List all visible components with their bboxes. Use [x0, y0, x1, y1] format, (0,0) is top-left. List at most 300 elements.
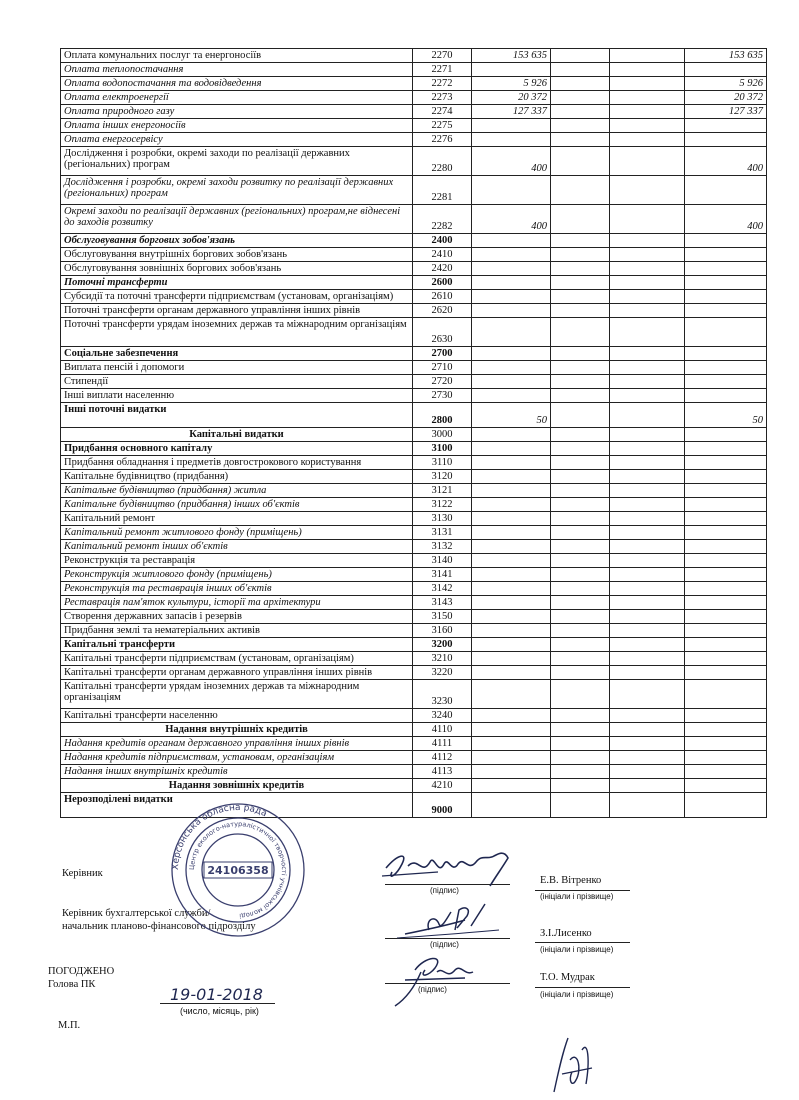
row-value-special-fund-b: [610, 568, 685, 582]
row-name-cell: Капітальний ремонт житлового фонду (приміщень): [61, 526, 413, 540]
row-value-general-fund: [472, 484, 551, 498]
row-value-special-fund-b: [610, 276, 685, 290]
row-value-general-fund: [472, 442, 551, 456]
row-value-special-fund-a: [551, 596, 610, 610]
table-row: [61, 119, 767, 133]
row-value-special-fund-a: [551, 568, 610, 582]
row-code-cell: 3141: [413, 568, 472, 582]
row-value-general-fund: [472, 304, 551, 318]
head-name: Е.В. Вітренко: [540, 875, 602, 886]
row-value-special-fund-b: [610, 304, 685, 318]
row-value-total: [685, 793, 767, 818]
row-value-general-fund: [472, 568, 551, 582]
mp-label: М.П.: [58, 1020, 81, 1031]
chair-name-line: [535, 987, 630, 988]
row-value-total: [685, 176, 767, 205]
corner-signature-icon: [548, 1030, 608, 1096]
row-value-total: [685, 262, 767, 276]
row-value-general-fund: [472, 709, 551, 723]
row-value-total: 20 372: [685, 91, 767, 105]
row-value-general-fund: [472, 133, 551, 147]
row-name-cell: Виплата пенсій і допомоги: [61, 361, 413, 375]
row-value-special-fund-b: [610, 318, 685, 347]
row-value-special-fund-a: [551, 262, 610, 276]
row-value-general-fund: [472, 512, 551, 526]
row-value-general-fund: [472, 723, 551, 737]
row-value-special-fund-b: [610, 540, 685, 554]
row-value-general-fund: [472, 470, 551, 484]
row-code-cell: 4113: [413, 765, 472, 779]
row-value-special-fund-b: [610, 793, 685, 818]
row-value-total: 5 926: [685, 77, 767, 91]
row-code-cell: 3220: [413, 666, 472, 680]
row-name-cell: Капітальні трансферти населенню: [61, 709, 413, 723]
chair-name: Т.О. Мудрак: [540, 972, 595, 983]
row-value-general-fund: [472, 680, 551, 709]
table-row: [61, 709, 767, 723]
row-value-total: 127 337: [685, 105, 767, 119]
row-code-cell: 2420: [413, 262, 472, 276]
table-row: [61, 610, 767, 624]
row-value-special-fund-b: [610, 428, 685, 442]
row-value-general-fund: [472, 652, 551, 666]
row-code-cell: 2700: [413, 347, 472, 361]
row-value-special-fund-b: [610, 709, 685, 723]
row-value-special-fund-a: [551, 540, 610, 554]
row-value-total: [685, 498, 767, 512]
row-value-special-fund-b: [610, 119, 685, 133]
row-value-general-fund: [472, 526, 551, 540]
table-row: [61, 554, 767, 568]
row-value-general-fund: [472, 276, 551, 290]
row-value-special-fund-b: [610, 205, 685, 234]
row-value-total: [685, 652, 767, 666]
row-value-special-fund-a: [551, 498, 610, 512]
row-name-cell: Капітальне будівництво (придбання) житла: [61, 484, 413, 498]
table-row: [61, 91, 767, 105]
row-value-total: 400: [685, 205, 767, 234]
row-value-total: [685, 347, 767, 361]
row-value-general-fund: 400: [472, 205, 551, 234]
row-value-special-fund-b: [610, 77, 685, 91]
row-code-cell: 2276: [413, 133, 472, 147]
row-value-special-fund-b: [610, 442, 685, 456]
row-value-total: [685, 442, 767, 456]
row-code-cell: 3120: [413, 470, 472, 484]
table-row: [61, 751, 767, 765]
row-code-cell: 3230: [413, 680, 472, 709]
row-value-total: [685, 666, 767, 680]
row-code-cell: 3121: [413, 484, 472, 498]
row-name-cell: Нерозподілені видатки: [61, 793, 413, 818]
row-code-cell: 3122: [413, 498, 472, 512]
row-value-special-fund-b: [610, 147, 685, 176]
table-row: [61, 147, 767, 176]
row-value-general-fund: [472, 554, 551, 568]
row-value-special-fund-a: [551, 304, 610, 318]
stamp-code: 24106358: [207, 864, 269, 877]
row-name-cell: Капітальні видатки: [61, 428, 413, 442]
row-value-general-fund: 50: [472, 403, 551, 428]
table-row: [61, 205, 767, 234]
row-code-cell: 4112: [413, 751, 472, 765]
row-value-special-fund-a: [551, 554, 610, 568]
row-value-general-fund: [472, 624, 551, 638]
table-row: [61, 624, 767, 638]
table-row: [61, 765, 767, 779]
row-value-special-fund-a: [551, 147, 610, 176]
row-value-total: [685, 540, 767, 554]
row-code-cell: 3143: [413, 596, 472, 610]
row-name-cell: Інші поточні видатки: [61, 403, 413, 428]
row-value-special-fund-b: [610, 582, 685, 596]
row-value-special-fund-b: [610, 456, 685, 470]
row-name-cell: Надання кредитів підприємствам, установам, організаціям: [61, 751, 413, 765]
row-value-general-fund: 127 337: [472, 105, 551, 119]
row-name-cell: Капітальний ремонт: [61, 512, 413, 526]
row-value-general-fund: [472, 318, 551, 347]
row-code-cell: 3100: [413, 442, 472, 456]
row-value-special-fund-a: [551, 680, 610, 709]
row-code-cell: 2620: [413, 304, 472, 318]
row-value-special-fund-b: [610, 652, 685, 666]
accountant-name-caption: (ініціали і прізвище): [540, 945, 614, 954]
table-row: [61, 484, 767, 498]
date-caption: (число, місяць, рік): [180, 1006, 259, 1016]
table-row: [61, 347, 767, 361]
row-value-general-fund: 400: [472, 147, 551, 176]
row-value-total: [685, 428, 767, 442]
row-code-cell: 3000: [413, 428, 472, 442]
row-value-special-fund-a: [551, 666, 610, 680]
row-code-cell: 3240: [413, 709, 472, 723]
row-code-cell: 2272: [413, 77, 472, 91]
row-value-total: [685, 276, 767, 290]
row-value-general-fund: [472, 737, 551, 751]
table-body: [61, 49, 767, 818]
row-name-cell: Обслуговування боргових зобов'язань: [61, 234, 413, 248]
row-name-cell: Дослідження і розробки, окремі заходи по реалізації державних (регіональних) програм: [61, 147, 413, 176]
row-value-total: [685, 582, 767, 596]
row-value-special-fund-a: [551, 638, 610, 652]
row-code-cell: 4210: [413, 779, 472, 793]
row-value-special-fund-b: [610, 389, 685, 403]
table-row: [61, 498, 767, 512]
row-value-special-fund-a: [551, 456, 610, 470]
table-row: [61, 375, 767, 389]
row-name-cell: Оплата комунальних послуг та енергоносіїв: [61, 49, 413, 63]
accountant-name: З.І.Лисенко: [540, 928, 592, 939]
row-code-cell: 3210: [413, 652, 472, 666]
row-value-general-fund: [472, 666, 551, 680]
row-value-special-fund-b: [610, 347, 685, 361]
accountant-signature-icon: [395, 900, 505, 942]
row-name-cell: Реставрація пам'яток культури, історії та архітектури: [61, 596, 413, 610]
row-code-cell: 2600: [413, 276, 472, 290]
row-code-cell: 2275: [413, 119, 472, 133]
row-value-general-fund: [472, 638, 551, 652]
row-value-special-fund-b: [610, 470, 685, 484]
row-value-special-fund-b: [610, 666, 685, 680]
row-value-total: [685, 554, 767, 568]
row-value-special-fund-a: [551, 77, 610, 91]
row-value-total: [685, 234, 767, 248]
row-value-special-fund-a: [551, 205, 610, 234]
row-name-cell: Поточні трансферти урядам іноземних держав та міжнародним організаціям: [61, 318, 413, 347]
row-value-special-fund-a: [551, 737, 610, 751]
row-name-cell: Реконструкція та реставрація інших об'єктів: [61, 582, 413, 596]
row-value-general-fund: [472, 262, 551, 276]
table-row: [61, 666, 767, 680]
table-row: [61, 63, 767, 77]
row-name-cell: Реконструкція житлового фонду (приміщень): [61, 568, 413, 582]
table-row: [61, 652, 767, 666]
row-code-cell: 9000: [413, 793, 472, 818]
row-name-cell: Капітальні трансферти урядам іноземних держав та міжнародним організаціям: [61, 680, 413, 709]
table-row: [61, 596, 767, 610]
row-name-cell: Придбання основного капіталу: [61, 442, 413, 456]
row-value-special-fund-b: [610, 105, 685, 119]
row-value-general-fund: [472, 596, 551, 610]
table-row: [61, 49, 767, 63]
accountant-name-line: [535, 942, 630, 943]
row-value-special-fund-a: [551, 375, 610, 389]
agreed-label: ПОГОДЖЕНО: [48, 966, 115, 977]
row-value-special-fund-a: [551, 403, 610, 428]
row-value-special-fund-a: [551, 624, 610, 638]
row-name-cell: Капітальний ремонт інших об'єктів: [61, 540, 413, 554]
row-value-special-fund-a: [551, 389, 610, 403]
row-code-cell: 4110: [413, 723, 472, 737]
row-code-cell: 3110: [413, 456, 472, 470]
row-value-special-fund-a: [551, 470, 610, 484]
row-value-general-fund: [472, 375, 551, 389]
row-value-special-fund-b: [610, 262, 685, 276]
accountant-label-1: Керівник бухгалтерської служби/: [62, 908, 211, 919]
head-name-caption: (ініціали і прізвище): [540, 892, 614, 901]
row-value-special-fund-a: [551, 723, 610, 737]
row-name-cell: Оплата теплопостачання: [61, 63, 413, 77]
row-name-cell: Стипендії: [61, 375, 413, 389]
row-value-total: [685, 680, 767, 709]
chair-signature-caption: (підпис): [418, 985, 447, 994]
row-value-special-fund-b: [610, 723, 685, 737]
accountant-signature-caption: (підпис): [430, 940, 459, 949]
row-value-special-fund-a: [551, 610, 610, 624]
row-value-total: [685, 779, 767, 793]
row-value-special-fund-b: [610, 779, 685, 793]
row-value-general-fund: [472, 361, 551, 375]
row-value-general-fund: [472, 765, 551, 779]
table-row: [61, 456, 767, 470]
chair-label: Голова ПК: [48, 979, 96, 990]
row-code-cell: 2281: [413, 176, 472, 205]
row-value-special-fund-a: [551, 779, 610, 793]
row-value-special-fund-b: [610, 737, 685, 751]
row-name-cell: Обслуговування зовнішніх боргових зобов'язань: [61, 262, 413, 276]
table-row: [61, 470, 767, 484]
row-name-cell: Придбання обладнання і предметів довгострокового користування: [61, 456, 413, 470]
table-row: [61, 779, 767, 793]
date-value: 19-01-2018: [170, 985, 263, 1004]
row-name-cell: Капітальні трансферти: [61, 638, 413, 652]
row-value-special-fund-a: [551, 119, 610, 133]
row-value-special-fund-b: [610, 403, 685, 428]
row-code-cell: 3200: [413, 638, 472, 652]
row-value-special-fund-a: [551, 751, 610, 765]
row-value-special-fund-a: [551, 91, 610, 105]
row-value-general-fund: [472, 610, 551, 624]
head-signature-icon: [378, 846, 518, 890]
row-value-general-fund: [472, 119, 551, 133]
row-code-cell: 3140: [413, 554, 472, 568]
table-row: [61, 234, 767, 248]
row-value-special-fund-b: [610, 526, 685, 540]
stamp-outer-text: Херсонська обласна рада: [170, 802, 269, 871]
row-value-special-fund-b: [610, 248, 685, 262]
row-value-total: [685, 709, 767, 723]
row-code-cell: 3142: [413, 582, 472, 596]
row-value-special-fund-a: [551, 526, 610, 540]
table-row: [61, 793, 767, 818]
row-value-special-fund-a: [551, 512, 610, 526]
row-value-special-fund-a: [551, 276, 610, 290]
row-value-total: [685, 248, 767, 262]
row-name-cell: Обслуговування внутрішніх боргових зобов'язань: [61, 248, 413, 262]
row-value-special-fund-b: [610, 375, 685, 389]
row-value-special-fund-a: [551, 290, 610, 304]
chair-name-caption: (ініціали і прізвище): [540, 990, 614, 999]
row-value-special-fund-a: [551, 176, 610, 205]
table-row: [61, 276, 767, 290]
row-value-total: [685, 526, 767, 540]
row-name-cell: Капітальне будівництво (придбання) інших об'єктів: [61, 498, 413, 512]
table-row: [61, 442, 767, 456]
row-code-cell: 2280: [413, 147, 472, 176]
row-value-special-fund-b: [610, 234, 685, 248]
row-value-total: [685, 624, 767, 638]
row-value-total: 50: [685, 403, 767, 428]
table-row: [61, 568, 767, 582]
official-stamp: [168, 800, 308, 940]
row-value-special-fund-b: [610, 133, 685, 147]
row-value-special-fund-b: [610, 554, 685, 568]
row-value-special-fund-a: [551, 652, 610, 666]
row-name-cell: Інші виплати населенню: [61, 389, 413, 403]
table-row: [61, 403, 767, 428]
row-value-general-fund: 5 926: [472, 77, 551, 91]
row-value-total: [685, 765, 767, 779]
row-value-general-fund: [472, 456, 551, 470]
row-value-general-fund: [472, 347, 551, 361]
row-value-general-fund: [472, 779, 551, 793]
row-value-total: [685, 568, 767, 582]
row-name-cell: Соціальне забезпечення: [61, 347, 413, 361]
row-value-special-fund-b: [610, 680, 685, 709]
row-value-total: [685, 318, 767, 347]
row-value-total: 153 635: [685, 49, 767, 63]
budget-table: [60, 48, 767, 818]
head-signature-caption: (підпис): [430, 886, 459, 895]
row-name-cell: Надання кредитів органам державного управління інших рівнів: [61, 737, 413, 751]
row-value-special-fund-a: [551, 442, 610, 456]
row-value-special-fund-a: [551, 49, 610, 63]
row-value-special-fund-a: [551, 428, 610, 442]
row-value-total: [685, 484, 767, 498]
row-value-special-fund-b: [610, 765, 685, 779]
row-value-general-fund: [472, 751, 551, 765]
row-value-special-fund-b: [610, 624, 685, 638]
table-row: [61, 304, 767, 318]
table-row: [61, 540, 767, 554]
row-value-general-fund: 153 635: [472, 49, 551, 63]
handwritten-date: [168, 982, 283, 1006]
row-code-cell: 2800: [413, 403, 472, 428]
row-value-special-fund-a: [551, 709, 610, 723]
table-row: [61, 638, 767, 652]
row-value-total: [685, 119, 767, 133]
row-value-total: [685, 751, 767, 765]
row-value-general-fund: [472, 498, 551, 512]
row-value-special-fund-a: [551, 133, 610, 147]
head-name-line: [535, 890, 630, 891]
row-name-cell: Оплата водопостачання та водовідведення: [61, 77, 413, 91]
row-value-general-fund: [472, 428, 551, 442]
row-value-special-fund-b: [610, 49, 685, 63]
accountant-label-2: начальник планово-фінансового підрозділу: [62, 921, 256, 932]
row-name-cell: Придбання землі та нематеріальних активів: [61, 624, 413, 638]
row-code-cell: 2273: [413, 91, 472, 105]
row-value-total: [685, 638, 767, 652]
row-value-special-fund-b: [610, 596, 685, 610]
row-code-cell: 2271: [413, 63, 472, 77]
row-value-total: 400: [685, 147, 767, 176]
table-row: [61, 526, 767, 540]
row-value-special-fund-a: [551, 361, 610, 375]
row-code-cell: 3130: [413, 512, 472, 526]
row-code-cell: 3160: [413, 624, 472, 638]
row-value-special-fund-b: [610, 638, 685, 652]
row-name-cell: Капітальне будівництво (придбання): [61, 470, 413, 484]
table-row: [61, 737, 767, 751]
table-row: [61, 77, 767, 91]
row-value-general-fund: [472, 582, 551, 596]
table-row: [61, 582, 767, 596]
row-name-cell: Окремі заходи по реалізації державних (регіональних) програм,не віднесені до заходів розвитку: [61, 205, 413, 234]
row-name-cell: Надання внутрішніх кредитів: [61, 723, 413, 737]
row-value-total: [685, 512, 767, 526]
row-code-cell: 2610: [413, 290, 472, 304]
row-value-total: [685, 63, 767, 77]
row-code-cell: 4111: [413, 737, 472, 751]
row-code-cell: 2730: [413, 389, 472, 403]
row-value-special-fund-b: [610, 512, 685, 526]
row-value-special-fund-a: [551, 484, 610, 498]
row-code-cell: 2710: [413, 361, 472, 375]
row-value-special-fund-a: [551, 105, 610, 119]
row-value-special-fund-b: [610, 91, 685, 105]
row-name-cell: Реконструкція та реставрація: [61, 554, 413, 568]
row-value-special-fund-a: [551, 765, 610, 779]
row-value-general-fund: [472, 63, 551, 77]
row-code-cell: 2282: [413, 205, 472, 234]
table-row: [61, 361, 767, 375]
row-value-special-fund-a: [551, 582, 610, 596]
row-code-cell: 3150: [413, 610, 472, 624]
row-value-special-fund-a: [551, 318, 610, 347]
row-code-cell: 2720: [413, 375, 472, 389]
row-value-total: [685, 375, 767, 389]
